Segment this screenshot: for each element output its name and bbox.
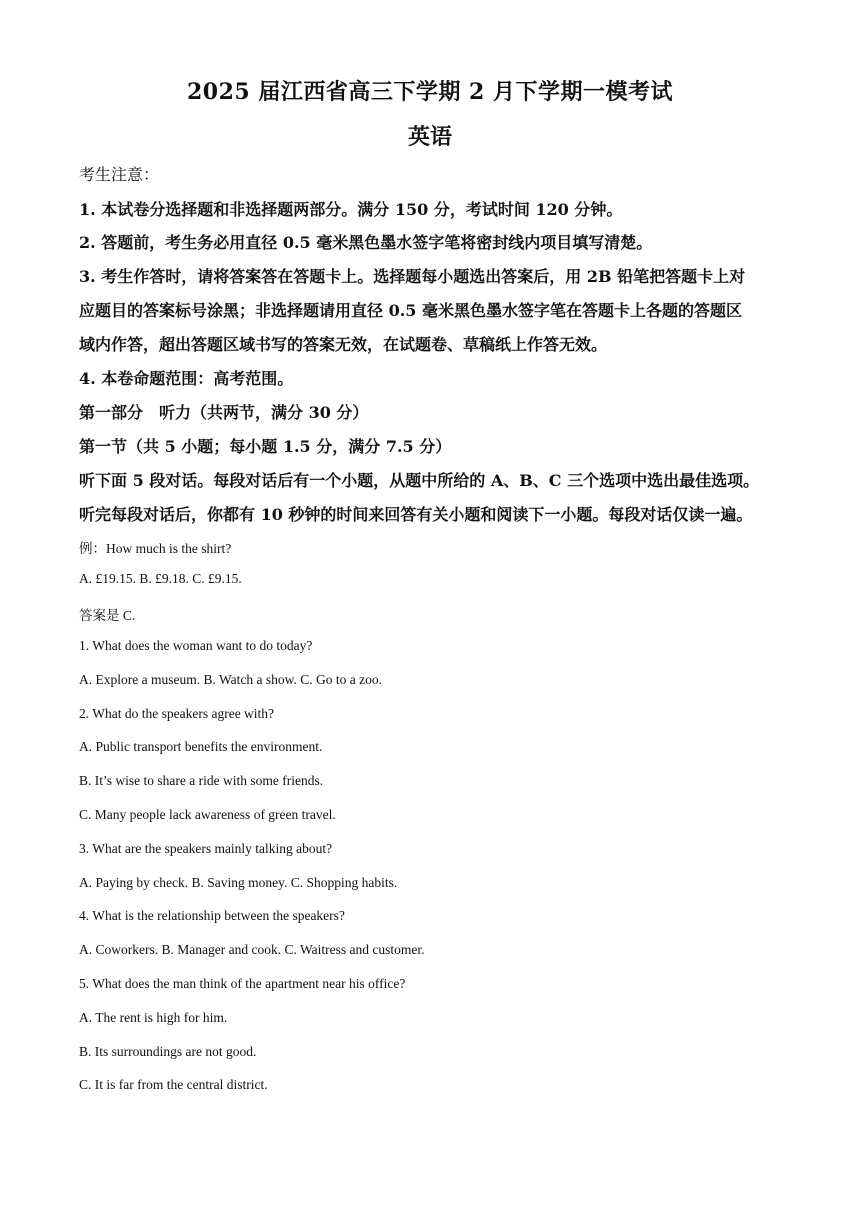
instructions-line-1: 听下面 5 段对话。每段对话后有一个小题，从题中所给的 A、B、C 三个选项中选出最佳选项。 xyxy=(79,471,760,490)
example-answer: 答案是 C. xyxy=(79,608,136,623)
example-options: A. £19.15. B. £9.18. C. £9.15. xyxy=(79,571,242,586)
exam-subject: 英语 xyxy=(407,124,452,150)
question-1-options: A. Explore a museum. B. Watch a show. C. Go to a zoo. xyxy=(79,672,382,687)
notice-heading: 考生注意： xyxy=(79,165,160,184)
notice-item-1: 1. 本试卷分选择题和非选择题两部分。满分 150 分，考试时间 120 分钟。 xyxy=(79,200,623,219)
question-2-option-c: C. Many people lack awareness of green travel. xyxy=(79,807,336,822)
question-2-option-a: A. Public transport benefits the environment. xyxy=(79,739,323,754)
question-5-option-b: B. Its surroundings are not good. xyxy=(79,1044,257,1059)
question-3: 3. What are the speakers mainly talking about? xyxy=(79,841,333,856)
question-5-option-c: C. It is far from the central district. xyxy=(79,1077,268,1092)
question-5-option-a: A. The rent is high for him. xyxy=(79,1010,228,1025)
question-2-option-b: B. It’s wise to share a ride with some friends. xyxy=(79,773,324,788)
question-4: 4. What is the relationship between the speakers? xyxy=(79,908,345,923)
part-1-heading: 第一部分 听力（共两节，满分 30 分） xyxy=(79,403,369,422)
notice-item-4: 4. 本卷命题范围：高考范围。 xyxy=(79,369,294,388)
notice-item-3-line-3: 域内作答，超出答题区域书写的答案无效，在试题卷、草稿纸上作答无效。 xyxy=(79,335,608,354)
question-4-options: A. Coworkers. B. Manager and cook. C. Waitress and customer. xyxy=(79,942,425,957)
notice-item-3-line-2: 应题目的答案标号涂黑；非选择题请用直径 0.5 毫米黑色墨水签字笔在答题卡上各题的答题区 xyxy=(79,301,742,320)
question-2: 2. What do the speakers agree with? xyxy=(79,706,275,721)
example-question: 例：How much is the shirt? xyxy=(79,541,232,556)
exam-title: 2025 届江西省高三下学期 2 月下学期一模考试 xyxy=(186,79,674,105)
section-1-heading: 第一节（共 5 小题；每小题 1.5 分，满分 7.5 分） xyxy=(79,437,452,456)
question-3-options: A. Paying by check. B. Saving money. C. Shopping habits. xyxy=(79,875,398,890)
instructions-line-2: 听完每段对话后，你都有 10 秒钟的时间来回答有关小题和阅读下一小题。每段对话仅读一遍。 xyxy=(79,505,753,524)
notice-item-3-line-1: 3. 考生作答时，请将答案答在答题卡上。选择题每小题选出答案后，用 2B 铅笔把答题卡上对 xyxy=(79,267,746,286)
question-5: 5. What does the man think of the apartment near his office? xyxy=(79,976,406,991)
question-1: 1. What does the woman want to do today? xyxy=(79,638,313,653)
notice-item-2: 2. 答题前，考生务必用直径 0.5 毫米黑色墨水签字笔将密封线内项目填写清楚。 xyxy=(79,233,653,252)
